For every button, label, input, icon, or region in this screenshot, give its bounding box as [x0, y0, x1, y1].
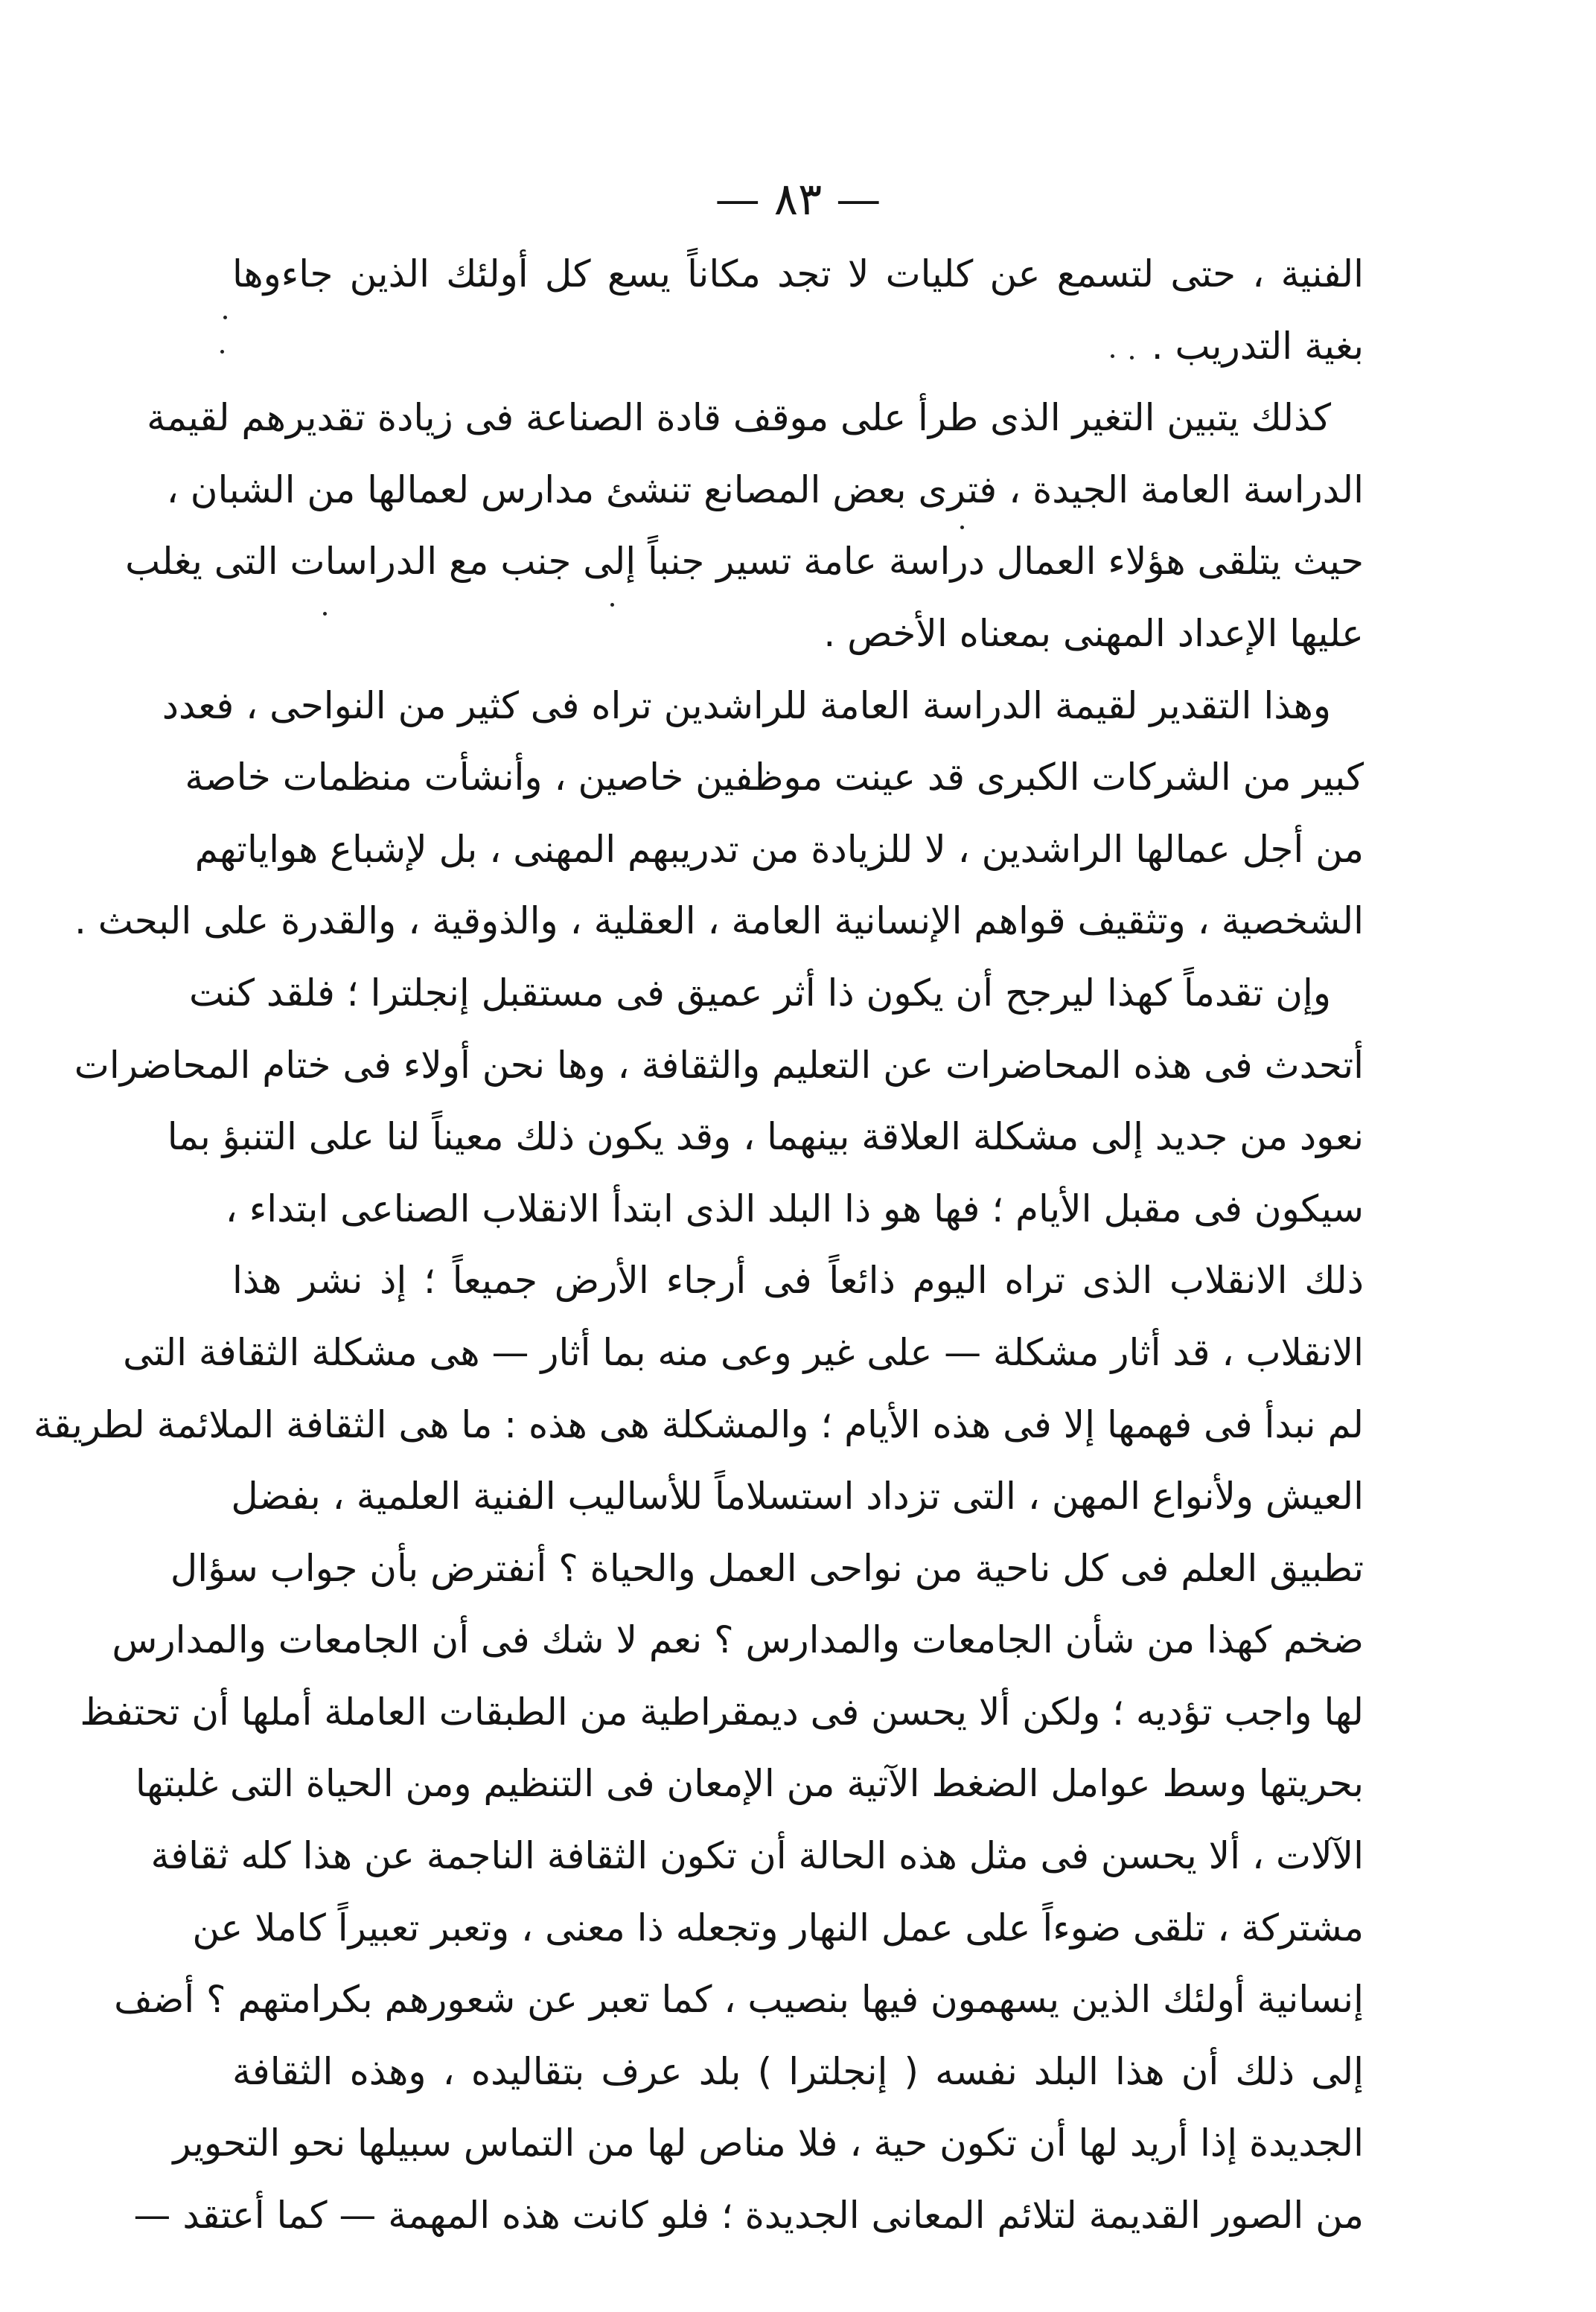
text-line: حيث يتلقى هؤلاء العمال دراسة عامة تسير جنباً إلى جنب مع الدراسات التى يغلب: [125, 540, 1364, 584]
text-line: وهذا التقدير لقيمة الدراسة العامة للراشدين تراه فى كثير من النواحى ، فعدد: [162, 683, 1331, 727]
text-line: لها واجب تؤديه ؛ ولكن ألا يحسن فى ديمقراطية من الطبقات العاملة أملها أن تحتفظ: [80, 1690, 1364, 1734]
text-line: ذلك الانقلاب الذى تراه اليوم ذائعاً فى أرجاء الأرض جميعاً ؛ إذ نشر هذا: [232, 1259, 1364, 1303]
scan-speck: [1111, 354, 1114, 358]
text-line: الجديدة إذا أريد لها أن تكون حية ، فلا مناص لها من التماس سبيلها نحو التحوير: [173, 2121, 1364, 2165]
scan-speck: [223, 316, 227, 319]
text-line: سيكون فى مقبل الأيام ؛ فها هو ذا البلد الذى ابتدأ الانقلاب الصناعى ابتداء ،: [225, 1187, 1364, 1230]
scan-speck: [960, 526, 964, 529]
text-line: الدراسة العامة الجيدة ، فترى بعض المصانع تنشئ مدارس لعمالها من الشبان ،: [166, 467, 1364, 511]
text-line: كبير من الشركات الكبرى قد عينت موظفين خاصين ، وأنشأت منظمات خاصة: [185, 756, 1364, 799]
text-line: إنسانية أولئك الذين يسهمون فيها بنصيب ، كما تعبر عن شعورهم بكرامتهم ؟ أضف: [114, 1978, 1364, 2022]
text-line: بغية التدريب .: [1151, 324, 1364, 368]
text-line: العيش ولأنواع المهن ، التى تزداد استسلاماً للأساليب الفنية العلمية ، بفضل: [231, 1475, 1364, 1519]
page-number: — ٨٣ —: [715, 173, 881, 226]
text-line: مشتركة ، تلقى ضوءاً على عمل النهار وتجعله ذا معنى ، وتعبر تعبيراً كاملا عن: [192, 1906, 1364, 1949]
text-line: الفنية ، حتى لتسمع عن كليات لا تجد مكاناً يسع كل أولئك الذين جاءوها: [232, 252, 1364, 296]
text-line: من الصور القديمة لتلائم المعانى الجديدة ؛ فلو كانت هذه المهمة — كما أعتقد —: [133, 2194, 1364, 2238]
text-line: من أجل عمالها الراشدين ، لا للزيادة من تدريبهم المهنى ، بل لإشباع هواياتهم: [194, 827, 1364, 871]
text-line: إلى ذلك أن هذا البلد نفسه ( إنجلترا ) بلد عرف بتقاليده ، وهذه الثقافة: [232, 2049, 1364, 2093]
text-line: وإن تقدماً كهذا ليرجح أن يكون ذا أثر عميق فى مستقبل إنجلترا ؛ فلقد كنت: [189, 971, 1331, 1015]
text-line: نعود من جديد إلى مشكلة العلاقة بينهما ، وقد يكون ذلك معيناً لنا على التنبؤ بما: [167, 1115, 1364, 1159]
text-line: الانقلاب ، قد أثار مشكلة — على غير وعى منه بما أثار — هى مشكلة الثقافة التى: [123, 1330, 1364, 1374]
text-line: ضخم كهذا من شأن الجامعات والمدارس ؟ نعم لا شك فى أن الجامعات والمدارس: [112, 1618, 1364, 1662]
text-line: أتحدث فى هذه المحاضرات عن التعليم والثقافة ، وها نحن أولاء فى ختام المحاضرات: [74, 1043, 1364, 1087]
scan-speck: [610, 603, 614, 607]
text-line: بحريتها وسط عوامل الضغط الآتية من الإمعان فى التنظيم ومن الحياة التى غلبتها: [135, 1762, 1364, 1806]
text-line: لم نبدأ فى فهمها إلا فى هذه الأيام ؛ والمشكلة هى هذه : ما هى الثقافة الملائمة لطريقة: [33, 1402, 1364, 1446]
body-text: [33, 238, 1364, 2252]
text-line: تطبيق العلم فى كل ناحية من نواحى العمل والحياة ؟ أنفترض بأن جواب سؤال: [170, 1546, 1364, 1590]
scan-speck: [323, 612, 327, 616]
text-line: عليها الإعداد المهنى بمعناه الأخص .: [823, 611, 1364, 655]
scan-speck: [220, 350, 224, 354]
scan-speck: [1130, 356, 1134, 360]
text-line: الشخصية ، وتثقيف قواهم الإنسانية العامة ، العقلية ، والذوقية ، والقدرة على البحث .: [74, 899, 1364, 943]
text-line: الآلات ، ألا يحسن فى مثل هذه الحالة أن تكون الثقافة الناجمة عن هذا كله ثقافة: [150, 1834, 1364, 1878]
text-line: كذلك يتبين التغير الذى طرأ على موقف قادة الصناعة فى زيادة تقديرهم لقيمة: [147, 396, 1331, 440]
